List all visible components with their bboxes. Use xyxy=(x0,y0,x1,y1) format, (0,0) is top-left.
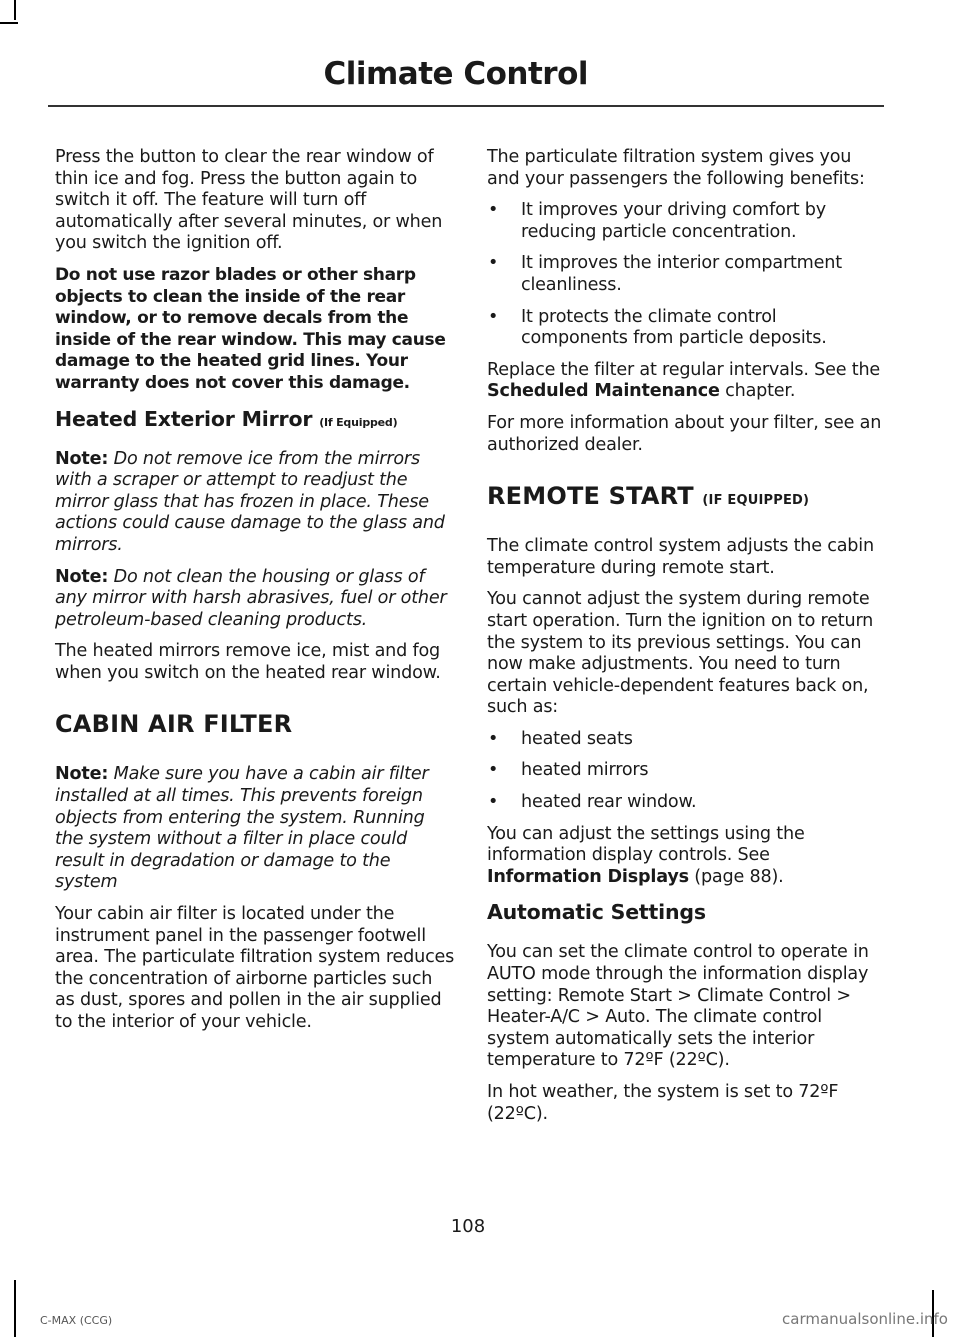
note-text: Do not remove ice from the mirrors with a scraper or attempt to readjust the mirror glass that has frozen in place. These actions could cause damage to the glass and mirrors. xyxy=(55,448,445,555)
list-item: • heated seats xyxy=(487,729,882,751)
paragraph xyxy=(487,824,882,889)
section-heading-remote-start xyxy=(487,482,882,510)
heading-text: REMOTE START xyxy=(487,482,694,511)
page-number: 108 xyxy=(450,1216,486,1237)
paragraph: In hot weather, the system is set to 72ºF (22ºC). xyxy=(487,1082,839,1124)
crop-mark xyxy=(0,22,18,24)
note-label: Note: xyxy=(55,566,109,587)
note-label: Note: xyxy=(55,448,109,469)
note xyxy=(55,449,455,557)
heading-suffix: (If Equipped) xyxy=(319,415,398,429)
benefits-list xyxy=(487,200,882,350)
list-item: • It improves the interior compartment cleanliness. xyxy=(487,253,882,296)
note-text: Do not clean the housing or glass of any mirror with harsh abrasives, fuel or other petroleum-based cleaning products. xyxy=(55,566,447,630)
cross-reference-link[interactable]: Information Displays xyxy=(487,866,689,887)
section-heading-mirror xyxy=(55,407,455,431)
text: chapter. xyxy=(725,381,796,402)
list-item: • It protects the climate control components from particle deposits. xyxy=(487,307,882,350)
section-heading-automatic: Automatic Settings xyxy=(487,900,706,925)
note xyxy=(55,567,455,632)
paragraph: You can set the climate control to operate in AUTO mode through the information display setting: Remote Start > Climate Control > Heater-A/C > Auto. The climate control system automatically sets the interior temperature to 72ºF (22ºC). xyxy=(487,942,869,1071)
features-list xyxy=(487,729,882,814)
crop-mark xyxy=(14,0,16,20)
paragraph: The particulate filtration system gives you and your passengers the following benefits: xyxy=(487,147,865,189)
crop-mark xyxy=(14,1280,16,1337)
heading-text: Heated Exterior Mirror xyxy=(55,406,313,431)
list-item: • It improves your driving comfort by reducing particle concentration. xyxy=(487,200,882,243)
paragraph: The climate control system adjusts the cabin temperature during remote start. xyxy=(487,536,874,578)
page-title: Climate Control xyxy=(323,56,588,92)
paragraph: Your cabin air filter is located under the instrument panel in the passenger footwell area. The particulate filtration system reduces the concentration of airborne particles such as dust, spores and pollen in the air supplied to the interior of your vehicle. xyxy=(55,904,455,1032)
left-column xyxy=(55,147,455,1044)
note-label: Note: xyxy=(55,764,109,785)
paragraph: You cannot adjust the system during remote start operation. Turn the ignition on to return the system to its previous settings. You can now make adjustments. You need to turn certain vehicle-dependent features back on, such as: xyxy=(487,589,874,718)
cross-reference-link[interactable]: Scheduled Maintenance xyxy=(487,381,720,402)
paragraph: Press the button to clear the rear window of thin ice and fog. Press the button again to switch it off. The feature will turn off automatically after several minutes, or when you switch the ignition off. xyxy=(55,147,443,254)
warning-text: Do not use razor blades or other sharp objects to clean the inside of the rear window, or to remove decals from the inside of the rear window. This may cause damage to the heated grid lines. Your warranty does not cover this damage. xyxy=(55,264,446,393)
section-heading-filter: CABIN AIR FILTER xyxy=(55,710,293,739)
heading-suffix: (IF EQUIPPED) xyxy=(702,493,810,509)
note-text: Make sure you have a cabin air filter installed at all times. This prevents foreign objects from entering the system. Running the system without a filter in place could result in degradation or damage to the system xyxy=(55,764,429,893)
header-divider xyxy=(48,105,884,107)
paragraph xyxy=(487,360,882,403)
text: Replace the filter at regular intervals. See the xyxy=(487,359,881,380)
text: (page 88). xyxy=(694,866,784,887)
list-item: • heated mirrors xyxy=(487,760,882,782)
list-item: • heated rear window. xyxy=(487,792,882,814)
right-column xyxy=(487,147,882,1135)
text: You can adjust the settings using the information display controls. See xyxy=(487,823,805,866)
watermark: carmanualsonline.info xyxy=(782,1310,948,1328)
model-code: C-MAX (CCG) xyxy=(40,1314,113,1327)
paragraph: For more information about your filter, see an authorized dealer. xyxy=(487,412,882,455)
note xyxy=(55,764,455,894)
paragraph: The heated mirrors remove ice, mist and fog when you switch on the heated rear window. xyxy=(55,641,441,683)
